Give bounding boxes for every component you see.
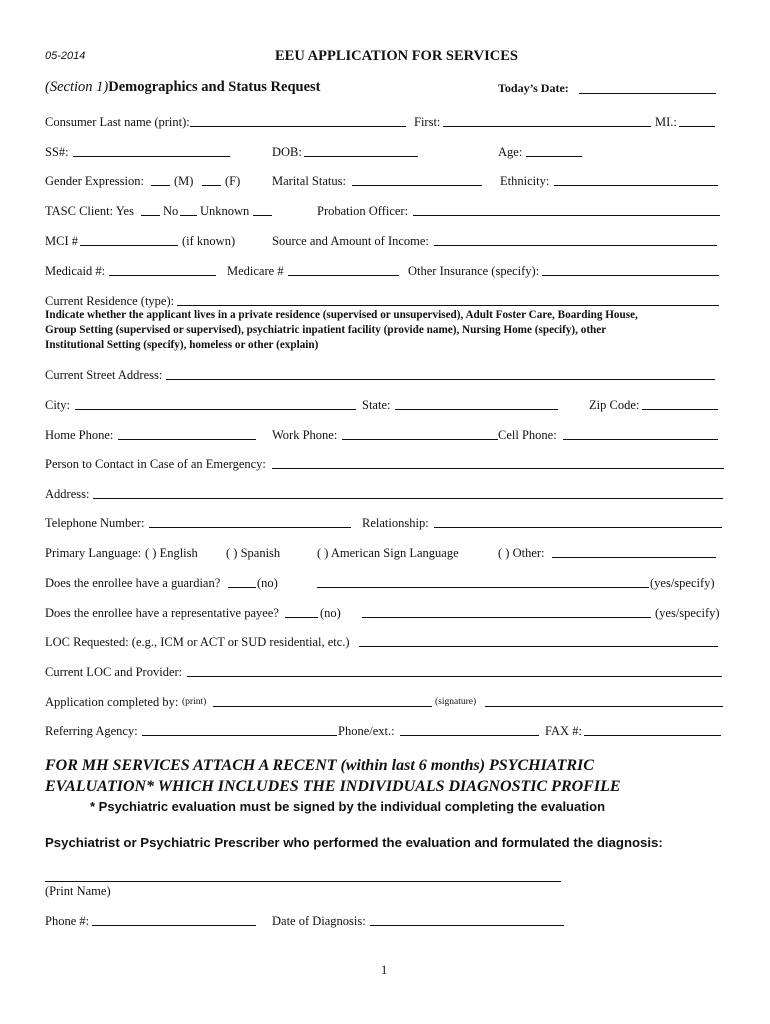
tasc-no-field[interactable]: [180, 204, 197, 216]
mci-field[interactable]: [80, 234, 178, 246]
gender-label: Gender Expression:: [45, 174, 144, 188]
section-prefix: (Section 1): [45, 79, 109, 95]
relationship-label: Relationship:: [362, 516, 429, 530]
completed-by-print-label: (print): [182, 697, 207, 707]
zip-field[interactable]: [642, 398, 718, 410]
notice-line-1: FOR MH SERVICES ATTACH A RECENT (within last 6 months) PSYCHIATRIC: [45, 757, 594, 774]
work-phone-field[interactable]: [342, 428, 498, 440]
language-asl-option[interactable]: ( ) American Sign Language: [317, 546, 459, 560]
date-of-diagnosis-field[interactable]: [370, 914, 564, 926]
language-label: Primary Language:: [45, 546, 142, 560]
street-field[interactable]: [166, 368, 715, 380]
mi-label: MI.:: [655, 115, 677, 129]
guardian-no-field[interactable]: [228, 576, 256, 588]
state-field[interactable]: [395, 398, 558, 410]
city-label: City:: [45, 398, 71, 412]
date-of-diagnosis-label: Date of Diagnosis:: [272, 914, 366, 928]
marital-field[interactable]: [352, 174, 482, 186]
fax-field[interactable]: [584, 724, 721, 736]
language-other-option[interactable]: ( ) Other:: [498, 546, 545, 560]
prescriber-phone-field[interactable]: [92, 914, 256, 926]
gender-m-label: (M): [174, 174, 194, 188]
section-name: Demographics and Status Request: [108, 79, 321, 95]
prescriber-heading: Psychiatrist or Psychiatric Prescriber who performed the evaluation and formulated the diagnosis:: [45, 835, 663, 850]
mci-known-label: (if known): [182, 234, 236, 248]
first-name-field[interactable]: [443, 115, 651, 127]
todays-date-label: Today’s Date:: [498, 81, 569, 95]
mi-field[interactable]: [679, 115, 715, 127]
cell-phone-label: Cell Phone:: [498, 428, 557, 442]
income-label: Source and Amount of Income:: [272, 234, 429, 248]
form-title: EEU APPLICATION FOR SERVICES: [275, 48, 518, 64]
emergency-contact-label: Person to Contact in Case of an Emergency:: [45, 457, 266, 471]
gender-f-field[interactable]: [202, 174, 221, 186]
age-label: Age:: [498, 145, 523, 159]
referring-agency-label: Referring Agency:: [45, 724, 138, 738]
payee-no-label: (no): [320, 606, 341, 620]
page-number: 1: [381, 963, 388, 977]
ethnicity-label: Ethnicity:: [500, 174, 550, 188]
guardian-label: Does the enrollee have a guardian?: [45, 576, 221, 590]
residence-label: Current Residence (type):: [45, 294, 175, 308]
home-phone-field[interactable]: [118, 428, 256, 440]
todays-date-field[interactable]: [579, 82, 716, 94]
residence-note-line-1: Indicate whether the applicant lives in a private residence (supervised or unsupervised), Adult Foster Care, Boarding House,: [45, 309, 638, 321]
mci-label: MCI #: [45, 234, 78, 248]
probation-label: Probation Officer:: [317, 204, 409, 218]
ethnicity-field[interactable]: [554, 174, 718, 186]
street-label: Current Street Address:: [45, 368, 163, 382]
tasc-unknown-label: Unknown: [200, 204, 250, 218]
guardian-yes-label: (yes/specify): [650, 576, 715, 590]
phone-ext-field[interactable]: [400, 724, 539, 736]
tasc-no-label: No: [163, 204, 179, 218]
medicare-field[interactable]: [288, 264, 399, 276]
dob-label: DOB:: [272, 145, 302, 159]
prescriber-phone-label: Phone #:: [45, 914, 90, 928]
state-label: State:: [362, 398, 391, 412]
payee-yes-label: (yes/specify): [655, 606, 720, 620]
referring-agency-field[interactable]: [142, 724, 337, 736]
medicare-label: Medicare #: [227, 264, 284, 278]
loc-requested-label: LOC Requested: (e.g., ICM or ACT or SUD residential, etc.): [45, 635, 350, 649]
payee-label: Does the enrollee have a representative payee?: [45, 606, 279, 620]
language-spanish-option[interactable]: ( ) Spanish: [226, 546, 281, 560]
completed-by-signature-label: (signature): [435, 697, 477, 707]
tasc-label: TASC Client: Yes: [45, 204, 134, 218]
gender-m-field[interactable]: [151, 174, 170, 186]
work-phone-label: Work Phone:: [272, 428, 338, 442]
fax-label: FAX #:: [545, 724, 582, 738]
phone-ext-label: Phone/ext.:: [338, 724, 395, 738]
home-phone-label: Home Phone:: [45, 428, 114, 442]
other-insurance-field[interactable]: [542, 264, 719, 276]
emergency-address-field[interactable]: [93, 487, 723, 499]
residence-field[interactable]: [177, 294, 719, 306]
first-name-label: First:: [414, 115, 441, 129]
guardian-no-label: (no): [257, 576, 278, 590]
relationship-field[interactable]: [434, 516, 722, 528]
payee-yes-field[interactable]: [362, 606, 651, 618]
zip-label: Zip Code:: [589, 398, 640, 412]
age-field[interactable]: [526, 145, 582, 157]
medicaid-label: Medicaid #:: [45, 264, 106, 278]
probation-field[interactable]: [413, 204, 720, 216]
current-loc-field[interactable]: [187, 665, 722, 677]
telephone-field[interactable]: [149, 516, 351, 528]
notice-footnote: * Psychiatric evaluation must be signed by the individual completing the evaluation: [90, 799, 606, 814]
emergency-address-label: Address:: [45, 487, 90, 501]
last-name-field[interactable]: [190, 115, 406, 127]
other-insurance-label: Other Insurance (specify):: [408, 264, 540, 278]
section-heading: [45, 79, 321, 96]
guardian-yes-field[interactable]: [317, 576, 649, 588]
dob-field[interactable]: [304, 145, 418, 157]
prescriber-name-field[interactable]: [45, 870, 561, 882]
language-other-field[interactable]: [552, 546, 716, 558]
ssn-label: SS#:: [45, 145, 69, 159]
residence-note-line-2: Group Setting (supervised or supervised), psychiatric inpatient facility (provide name), Nursing Home (specify), other: [45, 324, 607, 336]
ssn-field[interactable]: [73, 145, 230, 157]
language-english-option[interactable]: ( ) English: [145, 546, 198, 560]
residence-note-line-3: Institutional Setting (specify), homeless or other (explain): [45, 339, 319, 351]
form-date-code: 05-2014: [45, 50, 86, 62]
print-name-label: (Print Name): [45, 884, 111, 898]
completed-by-signature-field[interactable]: [485, 695, 723, 707]
tasc-unknown-field[interactable]: [253, 204, 272, 216]
current-loc-label: Current LOC and Provider:: [45, 665, 183, 679]
telephone-label: Telephone Number:: [45, 516, 145, 530]
tasc-yes-field[interactable]: [141, 204, 160, 216]
completed-by-print-field[interactable]: [213, 695, 432, 707]
completed-by-label: Application completed by:: [45, 695, 179, 709]
marital-label: Marital Status:: [272, 174, 346, 188]
notice-line-2: EVALUATION* WHICH INCLUDES THE INDIVIDUALS DIAGNOSTIC PROFILE: [45, 778, 621, 795]
emergency-contact-field[interactable]: [272, 457, 724, 469]
payee-no-field[interactable]: [285, 606, 318, 618]
city-field[interactable]: [75, 398, 356, 410]
cell-phone-field[interactable]: [563, 428, 718, 440]
gender-f-label: (F): [225, 174, 241, 188]
name-row: [45, 115, 190, 130]
medicaid-field[interactable]: [109, 264, 216, 276]
last-name-label: Consumer Last name (print):: [45, 115, 190, 129]
residence-note: [45, 308, 725, 353]
loc-requested-field[interactable]: [359, 635, 718, 647]
income-field[interactable]: [434, 234, 717, 246]
